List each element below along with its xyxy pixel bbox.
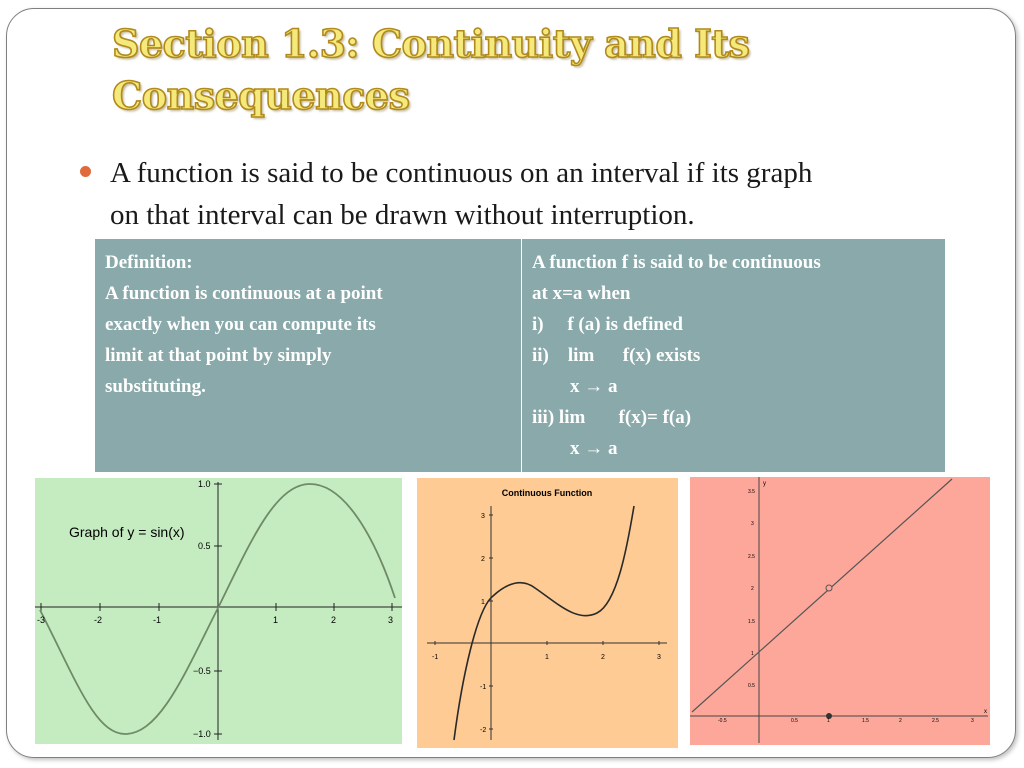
y-tick-label: 1 [481, 599, 485, 606]
graph-label: Graph of y = sin(x) [69, 524, 185, 540]
definition-table [94, 238, 946, 473]
line-graph [692, 479, 952, 712]
y-tick-label: 2 [481, 556, 485, 563]
y-axis-label: y [763, 481, 766, 487]
continuous-function-graph [417, 478, 678, 748]
definition-line: limit at that point by simply [105, 345, 332, 366]
bullet-point [80, 152, 980, 236]
condition-line: i) f (a) is defined [532, 314, 683, 335]
x-tick-label: 1 [273, 615, 279, 625]
x-tick-label: 2 [601, 654, 605, 661]
y-tick-label: 1 [751, 651, 754, 657]
y-tick-label: 0.5 [198, 541, 211, 551]
definition-cell [95, 239, 522, 473]
condition-line: ii) lim f(x) exists [532, 345, 701, 366]
y-tick-label: 0.5 [748, 683, 755, 689]
x-tick-label: 3 [388, 615, 394, 625]
x-tick-label: 0.5 [791, 718, 798, 724]
y-tick-label: −1.0 [193, 729, 211, 739]
x-tick-label: -2 [94, 615, 103, 625]
condition-line: A function f is said to be continuous [532, 252, 821, 273]
tick-marks [435, 515, 659, 729]
hole-marker [826, 585, 832, 591]
y-tick-label: -1 [480, 684, 487, 691]
y-tick-label: 2.5 [748, 554, 755, 560]
condition-line: x → a [532, 438, 618, 459]
x-tick-label: -3 [37, 615, 46, 625]
x-tick-label: 3 [971, 718, 974, 724]
x-tick-label: 1 [545, 654, 549, 661]
x-tick-label: -1 [432, 654, 439, 661]
bullet-dot-icon [80, 166, 91, 177]
y-tick-label: 1.0 [198, 479, 211, 489]
conditions-cell [522, 239, 946, 473]
x-tick-label: 3 [657, 654, 661, 661]
slide-title [112, 18, 872, 122]
definition-line: Definition: [105, 252, 193, 273]
bullet-line-2: on that interval can be drawn without interruption. [110, 199, 695, 231]
bullet-line-1: A function is said to be continuous on an interval if its graph [110, 157, 813, 189]
sine-graph [35, 478, 402, 744]
slide-title-line-2: Consequences [112, 73, 410, 118]
slide-title-line-1: Section 1.3: Continuity and Its [112, 21, 750, 66]
sine-graph-svg [35, 478, 402, 744]
function-curve [454, 506, 634, 740]
definition-line: substituting. [105, 376, 206, 397]
definition-line: exactly when you can compute its [105, 314, 376, 335]
y-tick-label: 3.5 [748, 489, 755, 495]
removable-discontinuity-svg [690, 477, 990, 745]
y-tick-label: 2 [751, 586, 754, 592]
x-tick-label: 1 [827, 718, 830, 724]
x-tick-label: 2.5 [932, 718, 939, 724]
x-tick-label: 1.5 [862, 718, 869, 724]
y-tick-label: −0.5 [193, 666, 211, 676]
removable-discontinuity-graph [690, 477, 990, 745]
condition-line: x → a [532, 376, 618, 397]
x-tick-label: 2 [899, 718, 902, 724]
y-tick-label: -2 [480, 727, 487, 734]
x-tick-label: -0.5 [718, 718, 727, 724]
y-tick-label: 3 [481, 513, 485, 520]
y-tick-label: 1.5 [748, 619, 755, 625]
y-tick-label: 3 [751, 521, 754, 527]
definition-line: A function is continuous at a point [105, 283, 383, 304]
x-tick-label: -1 [153, 615, 162, 625]
condition-line: at x=a when [532, 283, 631, 304]
graph-title: Continuous Function [501, 488, 593, 498]
x-axis-label: x [984, 709, 987, 715]
condition-line: iii) lim f(x)= f(a) [532, 407, 692, 428]
continuous-function-svg [417, 478, 678, 748]
x-tick-label: 2 [331, 615, 337, 625]
